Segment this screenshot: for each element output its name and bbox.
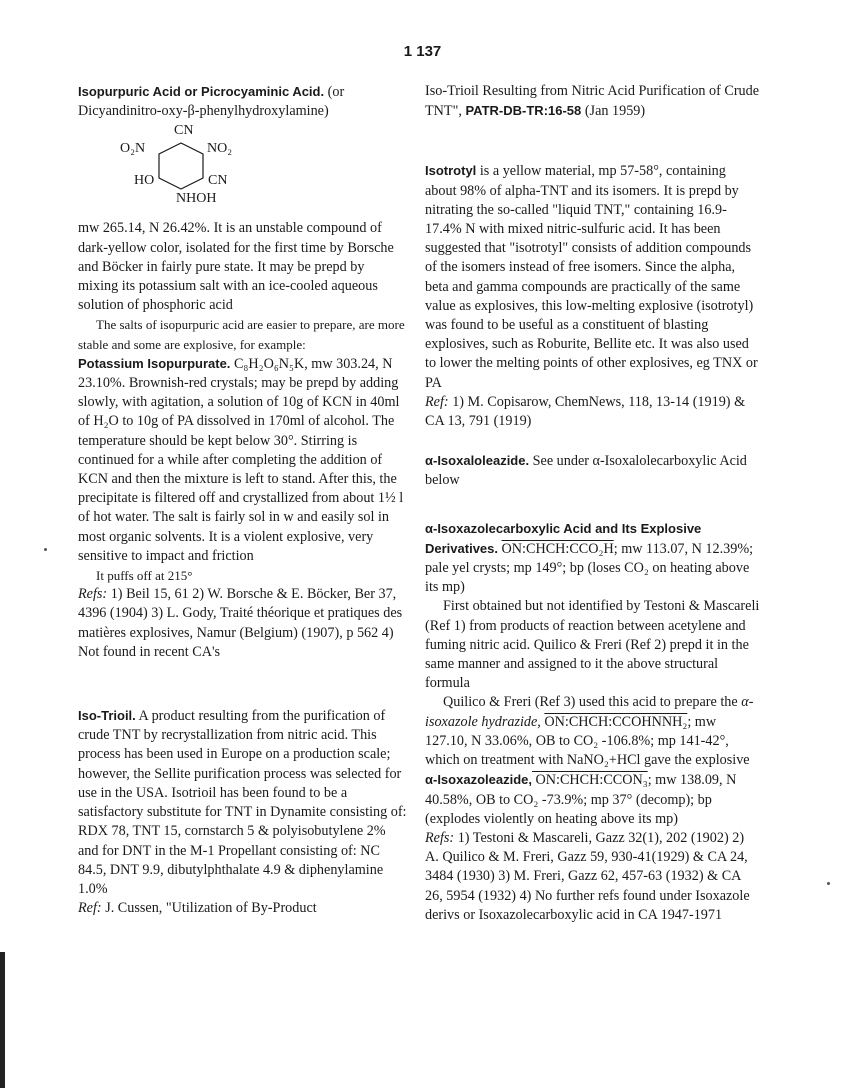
isotrotyl-ref-label: Ref:: [425, 393, 449, 410]
azide-name: α-Isoxazoleazide,: [425, 772, 532, 788]
isotrotyl-paragraph: [425, 161, 760, 392]
hydrazide-name: α-isoxazole hydrazide,: [425, 694, 754, 730]
page-number: 1 137: [403, 43, 442, 60]
potassium-paragraph: [78, 354, 408, 566]
isotrotyl-text: is a yellow material, mp 57-58°, containing about 98% of alpha-TNT and its isomers. It is prepd by nitrating the so-called "liquid TNT," containing 16.9-17.4% N with mixed nitric-sulfuric acid. It has been suggested that "isotrotyl" consists of addition compounds of the isomers instead of free isomers. Since the alpha, beta and gamma compounds are practically of the same value as explosives, this low-melting explosive (isotrotyl) was found to be useful as a constituent of blasting explosives, such as Roburite, Bellite etc. It was also used to lower the melting points of other explosives, eg TNX or PA: [425, 163, 758, 391]
isotrotyl-title: Isotrotyl: [425, 163, 477, 179]
cont-text: Iso-Trioil Resulting from Nitric Acid Purification of Crude TNT",: [425, 83, 760, 120]
isoxaloleazide-title: α-Isoxaloleazide.: [425, 453, 530, 469]
puffs-line: It puffs off at 215°: [96, 568, 193, 584]
cont-report-id: PATR-DB-TR:16-58: [465, 103, 582, 119]
isotrotyl-ref-text: 1) M. Copisarow, ChemNews, 118, 13-14 (1919) & CA 13, 791 (1919): [425, 393, 746, 430]
left-margin-bar: [0, 952, 5, 1088]
isoxazole-formula: ON:CHCH:CCO₂H: [501, 540, 614, 557]
isopurpuric-heading: [78, 82, 408, 102]
isoxazole-text: ; mw 113.07, N 12.39%; pale yel crysts; mp 149°; bp (loses CO₂ on heating above its mp): [425, 540, 754, 596]
structure-cn-top: CN: [174, 123, 194, 139]
isotrioil-ref-text: J. Cussen, "Utilization of By-Product: [101, 900, 317, 917]
azide-text: ; mw 138.09, N 40.58%, OB to CO₂ -73.9%; mp 37° (decomp); bp (explodes violently on heating above its mp): [425, 772, 737, 827]
isotrioil-ref: [78, 899, 408, 918]
hydrazide-paragraph: [425, 693, 760, 828]
scan-speck: [827, 882, 830, 885]
isotrioil-paragraph: [78, 706, 408, 899]
isopurpuric-refs: [78, 585, 408, 662]
isotrioil-text: A product resulting from the purification of crude TNT by recrystallization from nitric acid. This process has been used in Europe on a production scale; however, the Sellite purification process was selected for use in the USA. Isotrioil has been found to be a satisfactory substitute for TNT in Dynamite consisting of: RDX 78, TNT 15, cornstarch 5 & polyisobutylene 2% and for DNT in the M-1 Propellant consisting of: NC 84.5, DNT 9.9, dibutylphthalate 4.9 & diphenylamine 1.0%: [78, 708, 407, 897]
salts-paragraph: The salts of isopurpuric acid are easier to prepare, are more stable and some are explosive, for example:: [78, 317, 405, 352]
structure-nhoh: NHOH: [176, 191, 217, 207]
isoxazole-refs-text: 1) Testoni & Mascareli, Gazz 32(1), 202 (1902) 2) A. Quilico & M. Freri, Gazz 59, 930-41(1929) & CA 24, 3484 (1930) 3) M. Freri, Gazz 62, 457-63 (1932) & CA 26, 5954 (1932) 4) No further refs found under Isoxazole derivs or Isoxazolecarboxylic acid in CA 1947-1971: [425, 829, 750, 923]
quilico-intro: Quilico & Freri (Ref 3) used this acid to prepare the: [443, 694, 742, 711]
isoxazole-refs: [425, 829, 760, 925]
potassium-title: Potassium Isopurpurate.: [78, 355, 231, 371]
isotrioil-ref-label: Ref:: [78, 900, 102, 917]
isoxazole-refs-label: Refs:: [425, 829, 455, 846]
isopurpuric-description: mw 265.14, N 26.42%. It is an unstable compound of dark-yellow color, isolated for the first time by Borsche and Böcker in fairly pure state. It may be prepd by mixing its potassium salt with an ice-cooled aqueous solution of phosphoric acid: [78, 220, 394, 314]
isoxazole-title: α-Isoxazolecarboxylic Acid and Its Explosive Derivatives.: [425, 520, 702, 556]
isoxaloleazide-paragraph: [425, 451, 760, 490]
first-obtained-paragraph: First obtained but not identified by Testoni & Mascareli (Ref 1) from products of reaction between acetylene and fuming nitric acid. Quilico & Freri (Ref 2) prepd it in the same manner and assigned to it the above structural formula: [425, 598, 760, 692]
left-column: [78, 82, 408, 918]
isoxaloleazide-text: See under α-Isoxalolecarboxylic Acid below: [425, 453, 747, 489]
isopurpuric-synonym: Dicyandinitro-oxy-β-phenylhydroxylamine): [78, 103, 329, 120]
azide-formula: ON:CHCH:CCON₃: [531, 772, 648, 789]
structure-o2n: O₂N: [120, 141, 146, 157]
structure-ho: HO: [134, 173, 155, 189]
isopurpuric-structure: [108, 121, 308, 219]
structure-cn-bottom: CN: [208, 173, 228, 189]
structure-no2: NO₂: [207, 141, 233, 157]
hydrazide-text: ; mw 127.10, N 33.06%, OB to CO₂ -106.8%; mp 141-42°, which on treatment with NaNO₂+HCl gave the explosive: [425, 713, 750, 769]
isotrioil-title: Iso-Trioil.: [78, 708, 136, 724]
potassium-text: C₈H₂O₆N₅K, mw 303.24, N 23.10%. Brownish-red crystals; may be prepd by adding slowly, with agitation, a solution of 10g of KCN in 40ml of H₂O to 10g of PA dissolved in 170ml of alcohol. The temperature should be kept below 30°. Stirring is continued for a while after completing the addition of KCN and then the mixture is left to stand. After this, the precipitate is filtered off and crystallized from about 1½ l of hot water. The salt is fairly sol in w and easily sol in most organic solvents. It is a violent explosive, very sensitive to impact and friction: [78, 355, 404, 564]
refs-text: 1) Beil 15, 61 2) W. Borsche & E. Böcker, Ber 37, 4396 (1904) 3) L. Gody, Traité théorique et pratiques des matières explosives, Namur (Belgium) (1907), p 562 4) Not found in recent CA's: [78, 586, 403, 660]
isotrioil-ref-continued: [425, 82, 760, 121]
cont-date: (Jan 1959): [581, 103, 646, 120]
isotrotyl-ref: [425, 393, 760, 431]
isoxazole-paragraph: [425, 519, 760, 598]
right-column: [425, 82, 760, 925]
hydrazide-formula: ON:CHCH:CCOHNNH₂: [544, 713, 688, 730]
refs-label: Refs:: [78, 586, 108, 603]
isopurpuric-title: Isopurpuric Acid or Picrocyaminic Acid.: [78, 84, 325, 99]
isopurpuric-title-rest: (or: [324, 84, 345, 100]
scan-speck: [44, 548, 47, 551]
